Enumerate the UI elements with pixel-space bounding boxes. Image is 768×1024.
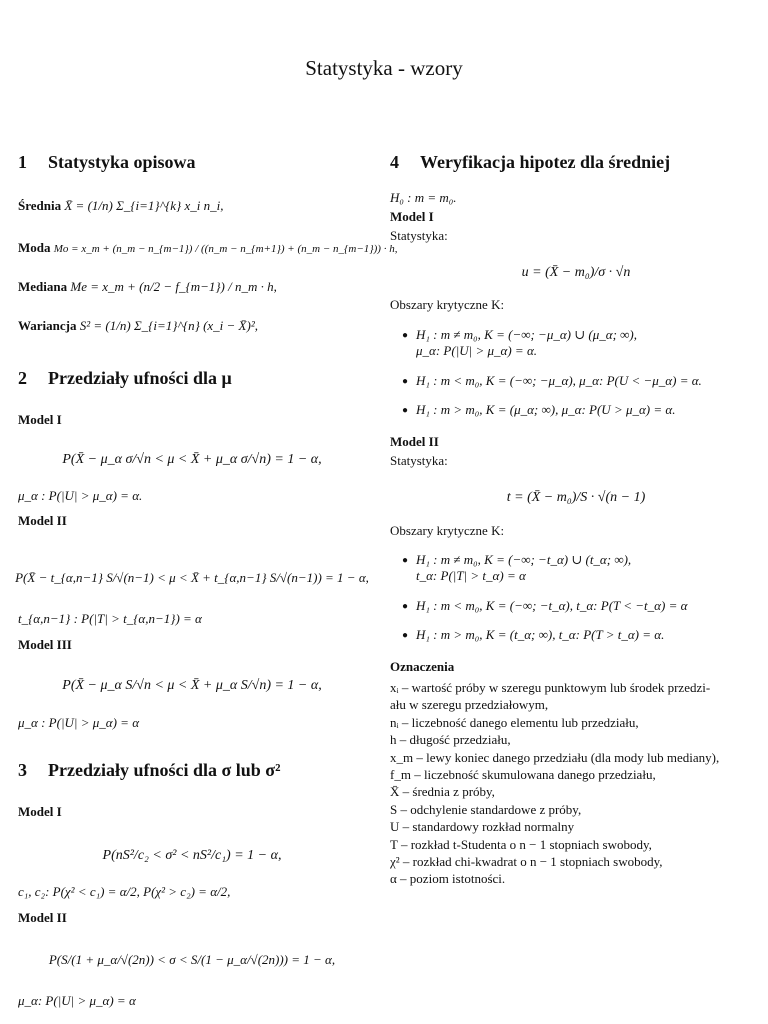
bullet-line: H₁ : m < m₀, K = (−∞; −t_α), t_α: P(T < −t_α) = α <box>416 598 688 613</box>
srednia-row <box>18 198 224 214</box>
s3-model1-note: c₁, c₂: P(χ² < c₁) = α/2, P(χ² > c₂) = α/2, <box>18 884 231 899</box>
s2-model3-label: Model III <box>18 637 72 652</box>
mediana-formula: Me = x_m + (n/2 − f_{m−1}) / n_m · h, <box>70 279 277 294</box>
s4-m1-bullet-1 <box>402 327 637 359</box>
mediana-row <box>18 279 277 295</box>
section-4-heading <box>390 152 670 173</box>
s3-model2-label: Model II <box>18 910 67 925</box>
srednia-formula: X̄ = (1/n) Σ_{i=1}^{k} x_i n_i, <box>64 198 224 213</box>
bullet-icon: ● <box>402 330 409 341</box>
wariancja-row <box>18 318 258 334</box>
bullet-line: H₁ : m > m₀, K = (t_α; ∞), t_α: P(T > t_α) = α. <box>416 627 665 642</box>
moda-formula: Mo = x_m + (n_m − n_{m−1}) / ((n_m − n_{m+1}) + (n_m − n_{m−1})) · h, <box>53 243 398 255</box>
oznaczenia-list <box>390 679 719 888</box>
section-2-heading <box>18 368 232 389</box>
section-3-heading <box>18 760 281 781</box>
oznaczenia-line: x_m – lewy koniec danego przedziału (dla mody lub mediany), <box>390 749 720 765</box>
bullet-line: μ_α: P(|U| > μ_α) = α. <box>416 343 538 358</box>
oznaczenia-title: Oznaczenia <box>390 659 455 674</box>
s4-m2-bullet-3 <box>402 627 664 643</box>
section-title: Weryfikacja hipotez dla średniej <box>420 152 671 172</box>
s2-model1-note: μ_α : P(|U| > μ_α) = α. <box>18 488 143 503</box>
bullet-icon: ● <box>402 601 409 612</box>
s4-model2-stat-formula: t = (X̄ − m₀)/S · √(n − 1) <box>506 490 646 505</box>
s2-model2-label: Model II <box>18 513 67 528</box>
srednia-label: Średnia <box>18 198 62 213</box>
section-number: 1 <box>18 152 27 172</box>
oznaczenia-line: S – odchylenie standardowe z próby, <box>390 801 582 817</box>
section-title: Przedziały ufności dla σ lub σ² <box>48 760 281 780</box>
oznaczenia-line: χ² – rozkład chi-kwadrat o n − 1 stopniach swobody, <box>390 854 663 870</box>
section-number: 3 <box>18 760 27 780</box>
s3-model1-label: Model I <box>18 804 62 819</box>
oznaczenia-line: T – rozkład t-Studenta o n − 1 stopniach swobody, <box>390 836 652 852</box>
s2-model2-formula: P(X̄ − t_{α,n−1} S/√(n−1) < μ < X̄ + t_{α,n−1} S/√(n−1)) = 1 − α, <box>15 570 369 585</box>
s4-model2-stat-label: Statystyka: <box>390 453 448 468</box>
s4-model2-crit-label: Obszary krytyczne K: <box>390 523 505 538</box>
s4-model2-label: Model II <box>390 434 439 449</box>
mediana-label: Mediana <box>18 279 68 294</box>
s4-model1-label: Model I <box>390 209 434 224</box>
s2-model3-note: μ_α : P(|U| > μ_α) = α <box>18 715 140 730</box>
s3-model1-formula: P(nS²/c₂ < σ² < nS²/c₁) = 1 − α, <box>102 848 282 863</box>
bullet-line: H₁ : m ≠ m₀, K = (−∞; −t_α) ∪ (t_α; ∞), <box>416 552 632 567</box>
s4-m1-bullet-3 <box>402 402 676 418</box>
s4-model1-crit-label: Obszary krytyczne K: <box>390 297 505 312</box>
oznaczenia-line: f_m – liczebność skumulowana danego przedziału, <box>390 767 656 783</box>
s2-model1-formula: P(X̄ − μ_α σ/√n < μ < X̄ + μ_α σ/√n) = 1 − α, <box>62 452 322 467</box>
bullet-line: H₁ : m < m₀, K = (−∞; −μ_α), μ_α: P(U < −μ_α) = α. <box>416 373 702 388</box>
section-1-heading <box>18 152 196 173</box>
moda-label: Moda <box>18 240 51 255</box>
s4-m2-bullet-2 <box>402 598 687 614</box>
section-title: Statystyka opisowa <box>48 152 196 172</box>
oznaczenia-line: α – poziom istotności. <box>390 871 506 887</box>
s2-model3-formula: P(X̄ − μ_α S/√n < μ < X̄ + μ_α S/√n) = 1 − α, <box>62 678 322 693</box>
moda-row <box>18 240 397 256</box>
bullet-line: H₁ : m ≠ m₀, K = (−∞; −μ_α) ∪ (μ_α; ∞), <box>416 327 638 342</box>
page-title: Statystyka - wzory <box>305 56 463 80</box>
wariancja-label: Wariancja <box>18 318 77 333</box>
s2-model2-note: t_{α,n−1} : P(|T| > t_{α,n−1}) = α <box>18 611 202 626</box>
bullet-line: t_α: P(|T| > t_α) = α <box>416 568 526 583</box>
bullet-icon: ● <box>402 376 409 387</box>
oznaczenia-line: ału w szeregu przedziałowym, <box>390 697 549 713</box>
s3-model2-formula: P(S/(1 + μ_α/√(2n)) < σ < S/(1 − μ_α/√(2n))) = 1 − α, <box>48 952 336 967</box>
bullet-icon: ● <box>402 405 409 416</box>
h0-statement: H₀ : m = m₀. <box>390 190 457 205</box>
oznaczenia-line: xᵢ – wartość próby w szeregu punktowym lub środek przedzi- <box>390 680 711 695</box>
section-title: Przedziały ufności dla μ <box>48 368 232 388</box>
bullet-line: H₁ : m > m₀, K = (μ_α; ∞), μ_α: P(U > μ_α) = α. <box>416 402 676 417</box>
oznaczenia-line: nᵢ – liczebność danego elementu lub przedziału, <box>390 714 639 730</box>
wariancja-formula: S² = (1/n) Σ_{i=1}^{n} (x_i − X̄)², <box>79 318 258 333</box>
section-number: 2 <box>18 368 27 388</box>
s2-model1-label: Model I <box>18 412 62 427</box>
oznaczenia-line: X̄ – średnia z próby, <box>390 784 495 800</box>
oznaczenia-line: U – standardowy rozkład normalny <box>390 819 575 835</box>
s4-m1-bullet-2 <box>402 373 702 389</box>
s4-model1-stat-formula: u = (X̄ − m₀)/σ · √n <box>521 265 631 280</box>
s3-model2-note: μ_α: P(|U| > μ_α) = α <box>18 993 136 1008</box>
s4-m2-bullet-1 <box>402 552 631 584</box>
bullet-icon: ● <box>402 630 409 641</box>
section-number: 4 <box>390 152 399 172</box>
s4-model1-stat-label: Statystyka: <box>390 228 448 243</box>
bullet-icon: ● <box>402 555 409 566</box>
oznaczenia-line: h – długość przedziału, <box>390 732 511 748</box>
